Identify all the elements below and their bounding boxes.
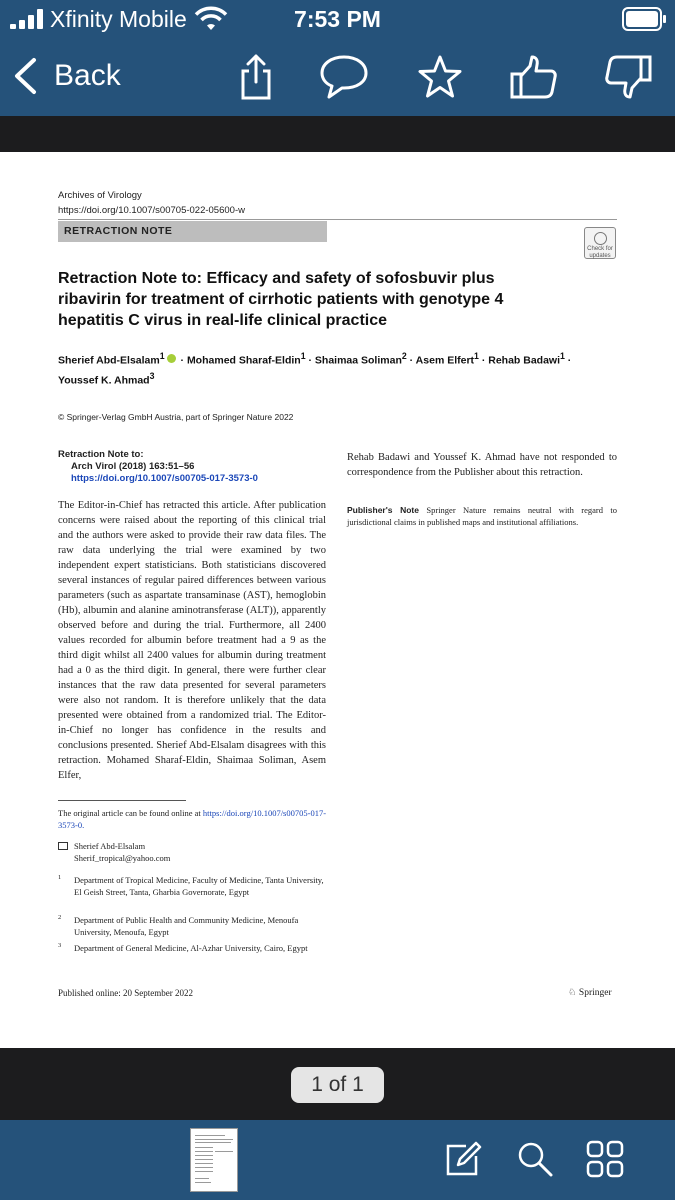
body-text-left: The Editor-in-Chief has retracted this article. After publication concerns were raised about the reporting of this clinical trial and the authors were asked to provide their raw data files. The raw data underlying the trial were examined by two independent expert statisticians. Both statisticians discovered several instances of regular paired differences between various parameters (such as aspartate transaminase (AST), hemoglobin (Hb), albumin and alanine aminotransferase (ALT)), apparently observed before and during the trial. Furthermore, all 2400 values recorded for albumin before treatment had a 9 as the third digit whilst all 2400 values for albumin during treatment had a 0 as the third digit. In general, there were further clear instances that the raw data presented for several parameters were also not random. It is therefore unlikely that the data presented were obtained from a randomized trial. The Editor-in-Chief no longer has confidence in the results and conclusions presented. Sherief Abd-Elsalam disagrees with this retraction. Mohamed Sharaf-Eldin, Shaimaa Soliman, Asem Elfer, [58,500,326,781]
author: Youssef K. Ahmad [58,374,150,386]
share-icon[interactable] [230,54,282,100]
retraction-heading: Retraction Note to: [58,449,144,460]
chevron-left-icon [10,57,40,95]
journal-header [58,188,245,218]
status-bar [0,0,675,40]
footnote: The original article can be found online at https://doi.org/10.1007/s00705-017-3573-0. [58,808,327,830]
springer-horse-icon: ♘ [568,988,577,998]
envelope-icon [58,842,68,850]
article-doi: https://doi.org/10.1007/s00705-022-05600-w [58,205,245,216]
search-icon[interactable] [516,1140,554,1178]
clock: 7:53 PM [294,6,381,32]
body-text-right: Rehab Badawi and Youssef K. Ahmad have not responded to correspondence from the Publisher about this retraction. [347,452,617,478]
journal-name: Archives of Virology [58,190,142,201]
footnote-link[interactable]: https://doi.org/10.1007/s00705-017-3573-0. [58,808,327,830]
grid-icon[interactable] [586,1140,624,1178]
comment-icon[interactable] [318,54,370,100]
affiliation-2: 2 Department of Public Health and Community Medicine, Menoufa University, Menoufa, Egypt [58,914,299,937]
contact-info [58,841,330,864]
bottom-toolbar [0,1120,675,1200]
author: · Asem Elfert [406,354,475,367]
published-online: Published online: 20 September 2022 [58,988,193,998]
battery-icon [622,7,667,31]
check-for-updates-badge[interactable]: Check for updates [584,227,616,259]
crossmark-icon [594,232,607,245]
top-bar [0,0,675,116]
back-label: Back [54,59,121,92]
original-citation: Arch Virol (2018) 163:51–56 [71,461,195,472]
footnote-rule [58,800,186,801]
contact-email[interactable]: Sherif_tropical@yahoo.com [74,852,171,863]
contact-name: Sherief Abd-Elsalam [74,841,146,851]
original-doi-link[interactable]: https://doi.org/10.1007/s00705-017-3573-0 [71,473,258,484]
edit-icon[interactable] [444,1140,482,1178]
copyright-line: © Springer-Verlag GmbH Austria, part of Springer Nature 2022 [58,412,294,422]
pdf-page [0,152,675,1048]
section-label: RETRACTION NOTE [58,221,327,242]
affiliation-1: 1 Department of Tropical Medicine, Faculty of Medicine, Tanta University, El Geish Street, Tanta, Gharbia Governorate, Egypt [58,874,324,897]
springer-logo: ♘ Springer [568,988,612,998]
page-thumbnail[interactable] [190,1128,238,1192]
star-icon[interactable] [414,54,466,100]
page-indicator: 1 of 1 [291,1067,384,1103]
carrier-name: Xfinity Mobile [50,6,187,32]
author: · Rehab Badawi [478,354,561,367]
navigation-bar [0,40,675,116]
publishers-note-label: Publisher's Note [347,505,419,515]
retraction-reference [58,449,328,485]
publishers-note [347,504,617,528]
thumbs-up-icon[interactable] [508,54,560,100]
header-rule [58,219,617,220]
thumbs-down-icon[interactable] [602,54,654,100]
viewer-background [0,116,675,152]
author: · Shaimaa Soliman [305,354,402,367]
affiliation-3: 3 Department of General Medicine, Al-Azhar University, Cairo, Egypt [58,942,308,953]
orcid-icon[interactable] [167,354,176,363]
author: · Mohamed Sharaf-Eldin [177,354,301,367]
author-list: Sherief Abd-Elsalam$^1$ · Mohamed Sharaf-Eldin$^1$ · Shaimaa Soliman$^2$ · Asem Elfert$^1$ · Rehab Badawi$^1$ · Youssef K. Ahmad$^3$ [58,351,572,386]
article-title: Retraction Note to: Efficacy and safety of sofosbuvir plus ribavirin for treatment of cirrhotic patients with genotype 4 hepatitis C virus in real-life clinical practice [58,270,504,329]
publishers-note-text: Springer Nature remains neutral with regard to jurisdictional claims in published maps and institutional affiliations. [347,505,618,527]
back-button[interactable] [10,56,121,96]
author: Sherief Abd-Elsalam [58,354,160,367]
